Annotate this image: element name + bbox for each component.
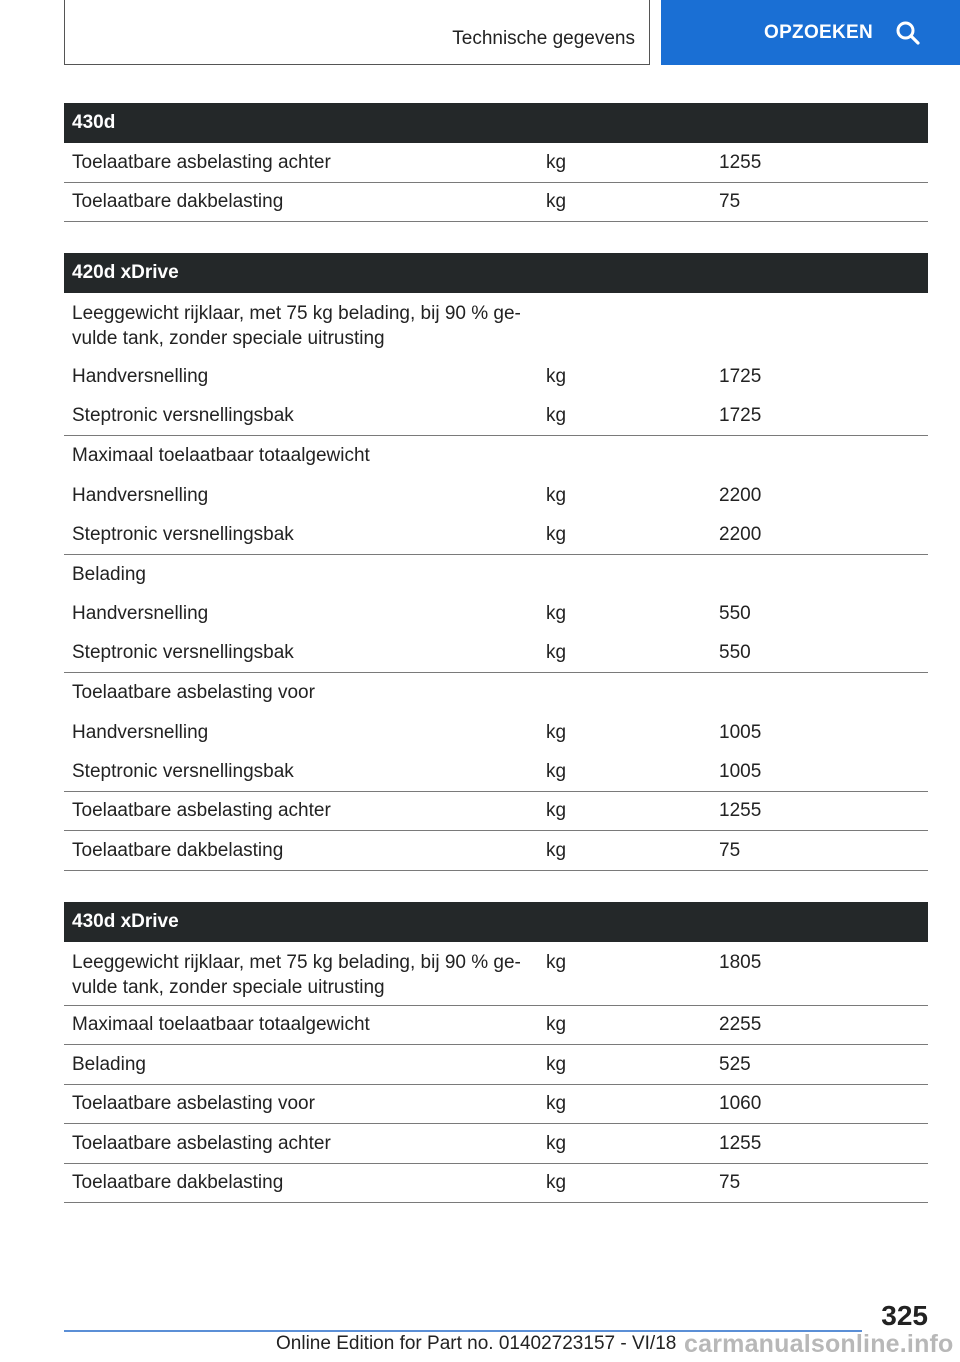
table-row [64, 1085, 928, 1125]
cell-unit: kg [546, 484, 567, 506]
cell-value: 1005 [719, 760, 762, 782]
cell-label: Maximaal toelaatbaar totaalgewicht [72, 1014, 370, 1036]
cell-unit: kg [546, 603, 567, 625]
cell-unit: kg [546, 191, 567, 213]
cell-unit: kg [546, 1014, 567, 1036]
cell-label: Toelaatbare asbelasting achter [72, 151, 331, 173]
cell-label: Toelaatbare dakbelasting [72, 191, 284, 213]
table-row [64, 673, 928, 713]
table-row [64, 143, 928, 183]
cell-value: 525 [719, 1053, 751, 1075]
spec-tables [64, 103, 928, 1234]
table-row [64, 594, 928, 634]
cell-label: Steptronic versnellingsbak [72, 523, 294, 545]
cell-unit: kg [546, 151, 567, 173]
cell-unit: kg [546, 523, 567, 545]
table-row [64, 515, 928, 555]
cell-value: 75 [719, 839, 741, 861]
spec-section [64, 902, 928, 1204]
cell-label: Steptronic versnellingsbak [72, 760, 294, 782]
cell-label: Steptronic versnellingsbak [72, 405, 294, 427]
table-row [64, 1045, 928, 1085]
cell-value: 75 [719, 191, 741, 213]
cell-value [719, 301, 920, 357]
cell-unit: kg [546, 1053, 567, 1075]
spec-section [64, 103, 928, 222]
cell-unit: kg [546, 721, 567, 743]
table-row [64, 293, 928, 357]
cell-unit: kg [546, 1093, 567, 1115]
cell-unit: kg [546, 760, 567, 782]
cell-label: Toelaatbare asbelasting voor [72, 682, 315, 704]
table-row [64, 792, 928, 832]
cell-value: 1060 [719, 1093, 762, 1115]
cell-value: 1005 [719, 721, 762, 743]
table-row [64, 436, 928, 476]
cell-label: Handversnelling [72, 484, 209, 506]
table-row [64, 831, 928, 871]
table-row [64, 183, 928, 223]
page-number: 325 [881, 1300, 928, 1331]
search-button-label: OPZOEKEN [764, 21, 874, 43]
cell-unit: kg [546, 1172, 567, 1194]
table-row [64, 397, 928, 437]
cell-label: Toelaatbare dakbelasting [72, 1172, 284, 1194]
section-header: 430d [64, 103, 928, 143]
cell-value: 1255 [719, 1132, 762, 1154]
cell-value: 1255 [719, 800, 762, 822]
cell-label: Leeggewicht rijklaar, met 75 kg belading, bij 90 % ge‐ vulde tank, zonder speciale uitrusting [72, 951, 521, 998]
cell-value: 1255 [719, 151, 762, 173]
table-row [64, 1164, 928, 1204]
table-row [64, 634, 928, 674]
table-row [64, 476, 928, 516]
spec-section [64, 253, 928, 871]
section-header: 430d xDrive [64, 902, 928, 942]
cell-label: Leeggewicht rijklaar, met 75 kg belading, bij 90 % ge‐ vulde tank, zonder speciale uitrusting [72, 303, 521, 349]
cell-unit: kg [546, 800, 567, 822]
cell-value: 2255 [719, 1014, 762, 1036]
edition-text: Online Edition for Part no. 01402723157 - VI/18 [276, 1333, 677, 1354]
cell-unit: kg [546, 405, 567, 427]
cell-value: 2200 [719, 523, 762, 545]
table-row [64, 1124, 928, 1164]
page-title: Technische gegevens [452, 28, 635, 49]
cell-label: Handversnelling [72, 603, 209, 625]
table-row [64, 942, 928, 1006]
cell-label: Belading [72, 1053, 146, 1075]
cell-unit: kg [546, 642, 567, 664]
cell-value: 2200 [719, 484, 762, 506]
section-header: 420d xDrive [64, 253, 928, 293]
cell-unit [546, 301, 719, 357]
table-row [64, 357, 928, 397]
cell-label: Handversnelling [72, 366, 209, 388]
cell-unit: kg [546, 951, 567, 973]
cell-label: Toelaatbare asbelasting achter [72, 1132, 331, 1154]
table-row [64, 752, 928, 792]
cell-unit: kg [546, 366, 567, 388]
cell-unit: kg [546, 839, 567, 861]
cell-value: 1805 [719, 951, 762, 973]
header-title-box [64, 0, 650, 65]
table-row [64, 555, 928, 595]
table-row [64, 1006, 928, 1046]
search-button[interactable] [661, 0, 960, 65]
cell-label: Belading [72, 563, 146, 585]
cell-label: Toelaatbare dakbelasting [72, 839, 284, 861]
cell-value: 550 [719, 642, 751, 664]
watermark: carmanualsonline.info [684, 1330, 954, 1358]
cell-label: Toelaatbare asbelasting voor [72, 1093, 315, 1115]
search-icon [895, 20, 921, 46]
cell-value: 75 [719, 1172, 741, 1194]
cell-label: Toelaatbare asbelasting achter [72, 800, 331, 822]
cell-label: Handversnelling [72, 721, 209, 743]
cell-value: 550 [719, 603, 751, 625]
cell-unit: kg [546, 1132, 567, 1154]
cell-label: Steptronic versnellingsbak [72, 642, 294, 664]
cell-value: 1725 [719, 405, 762, 427]
cell-label: Maximaal toelaatbaar totaalgewicht [72, 445, 370, 467]
cell-value: 1725 [719, 366, 762, 388]
table-row [64, 713, 928, 753]
